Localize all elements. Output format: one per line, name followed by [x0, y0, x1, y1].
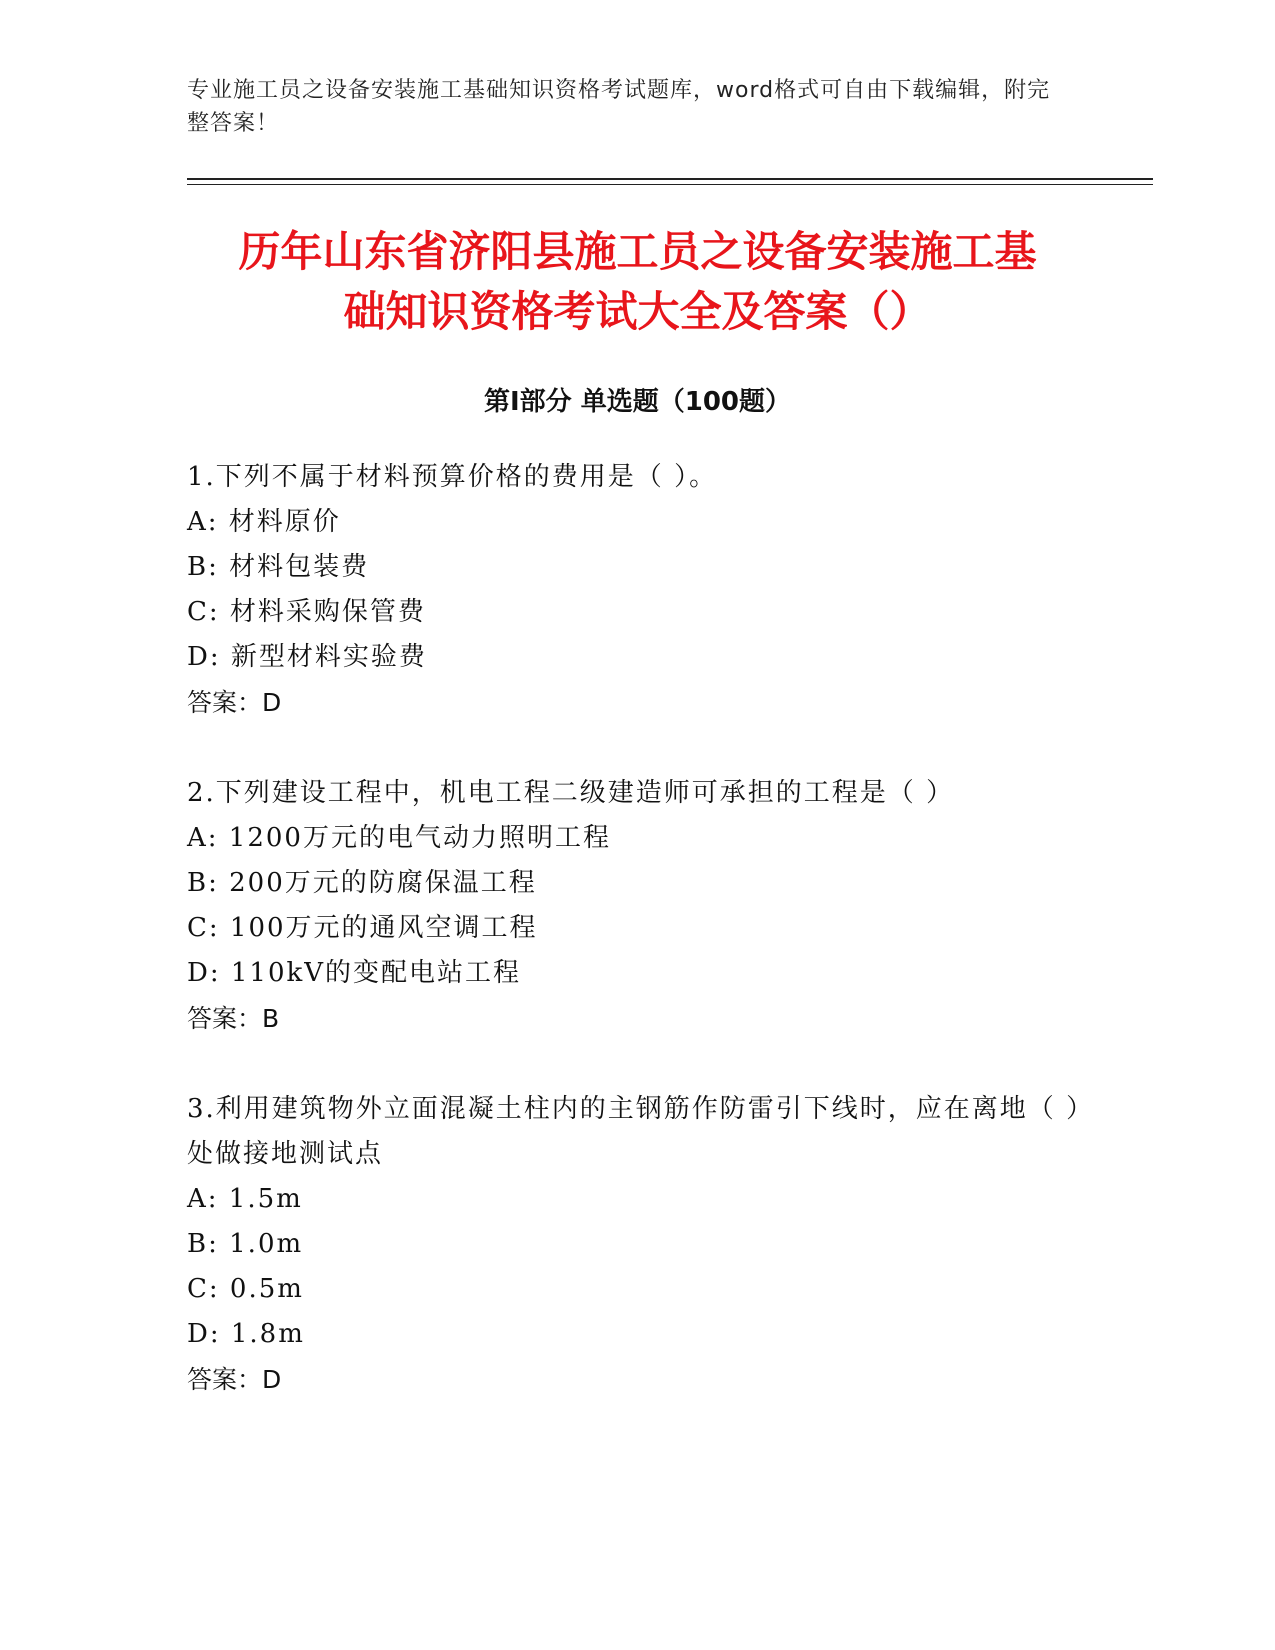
option-d: D: 1.8m — [187, 1319, 305, 1349]
option-b: B: 200万元的防腐保温工程 — [187, 868, 537, 898]
answer: 答案：B — [187, 1004, 280, 1033]
option-d: D: 新型材料实验费 — [187, 642, 427, 672]
option-c: C: 100万元的通风空调工程 — [187, 913, 538, 943]
question-stem: 2.下列建设工程中，机电工程二级建造师可承担的工程是（ ） — [187, 778, 955, 808]
answer: 答案：D — [187, 1365, 282, 1394]
option-a: A: 材料原价 — [187, 507, 341, 537]
section-title: 第Ⅰ部分 单选题（100题） — [484, 387, 791, 417]
option-d: D: 110kV的变配电站工程 — [187, 958, 522, 988]
question-3 — [187, 1087, 1087, 1402]
option-c: C: 材料采购保管费 — [187, 597, 426, 627]
question-1 — [187, 455, 1087, 725]
document-title-line-1: 历年山东省济阳县施工员之设备安装施工基 — [238, 227, 1037, 276]
header-divider-thick — [187, 178, 1153, 180]
header-note: 专业施工员之设备安装施工基础知识资格考试题库，word格式可自由下载编辑，附完整答案！ — [187, 78, 1051, 136]
document-title — [150, 222, 1125, 342]
option-c: C: 0.5m — [187, 1274, 304, 1304]
document-title-line-2: 础知识资格考试大全及答案（） — [343, 287, 932, 336]
option-a: A: 1.5m — [187, 1184, 303, 1214]
answer: 答案：D — [187, 688, 282, 717]
question-stem: 3.利用建筑物外立面混凝土柱内的主钢筋作防雷引下线时，应在离地（ ）处做接地测试点 — [187, 1094, 1082, 1169]
question-2 — [187, 771, 1087, 1041]
option-a: A: 1200万元的电气动力照明工程 — [187, 823, 611, 853]
header-divider-thin — [187, 184, 1153, 185]
option-b: B: 材料包装费 — [187, 552, 370, 582]
question-stem: 1.下列不属于材料预算价格的费用是（ ）。 — [187, 462, 718, 492]
option-b: B: 1.0m — [187, 1229, 304, 1259]
